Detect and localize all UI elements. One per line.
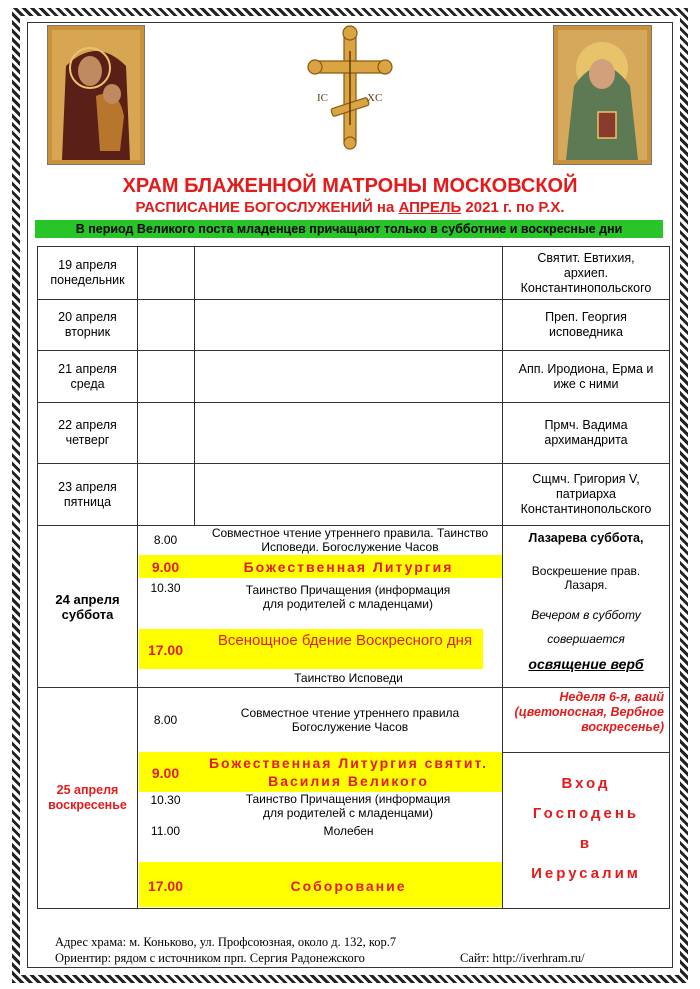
palm-blessing-note: освящение верб xyxy=(528,656,644,672)
time-cell xyxy=(137,246,195,300)
subtitle-suffix: 2021 г. по Р.Х. xyxy=(461,199,565,216)
day-label: среда xyxy=(70,376,105,391)
cross-icon xyxy=(307,25,393,150)
feast-line: Иерусалим xyxy=(531,865,641,882)
service-text: Совместное чтение утреннего правила Богослужение Часов xyxy=(240,706,460,734)
date-label: 20 апреля xyxy=(58,310,117,324)
date-cell xyxy=(37,402,138,464)
footer-address: Адрес храма: м. Коньково, ул. Профсоюзная, около д. 132, кор.7 xyxy=(55,935,397,949)
saint-cell xyxy=(502,463,670,526)
service-text: Всенощное бдение Воскресного дня xyxy=(217,632,473,649)
day-label: пятница xyxy=(63,494,112,509)
service-cell xyxy=(194,350,503,403)
service-text: Соборование xyxy=(290,878,407,894)
footer-landmark: Ориентир: рядом с источником прп. Сергия Радонежского xyxy=(55,951,365,965)
evening-note: Вечером в субботу xyxy=(531,608,641,622)
date-cell xyxy=(37,350,138,403)
saint-label: Сщмч. Григория V, патриарха Константинопольского xyxy=(520,472,652,516)
footer-site: Сайт: http://iverhram.ru/ xyxy=(460,951,585,965)
day-label: суббота xyxy=(61,606,114,622)
subtitle-month: АПРЕЛЬ xyxy=(398,199,462,216)
matrona-icon xyxy=(553,25,652,165)
saint-label: Прмч. Вадима архимандрита xyxy=(544,418,628,447)
service-time: 17.00 xyxy=(147,878,184,894)
service-time: 9.00 xyxy=(151,765,180,781)
day-label: воскресенье xyxy=(48,798,127,812)
week-note: Неделя 6-я, ваий (цветоносная, Вербное воскресенье) xyxy=(514,690,664,734)
saint-label: Апп. Иродиона, Ерма и иже с ними xyxy=(518,361,654,391)
saint-label: Святит. Евтихия, архиеп. Константинопольского xyxy=(520,250,652,295)
date-label: 22 апреля xyxy=(58,418,117,432)
service-text: Таинство Причащения (информация для родителей с младенцами) xyxy=(245,792,451,820)
cross-xc-label: XC xyxy=(367,92,383,104)
date-cell xyxy=(37,299,138,351)
service-time: 8.00 xyxy=(153,713,178,727)
date-cell xyxy=(37,246,138,300)
saint-cell xyxy=(502,350,670,403)
date-label: 21 апреля xyxy=(58,361,117,376)
date-cell xyxy=(37,463,138,526)
day-label: понедельник xyxy=(50,273,125,287)
date-label: 23 апреля xyxy=(58,479,117,494)
cross-ic-label: IC xyxy=(317,92,328,104)
saint-cell xyxy=(502,246,670,300)
service-time: 11.00 xyxy=(150,824,181,838)
saint-label: Преп. Георгия исповедника xyxy=(545,310,627,339)
service-text: Молебен xyxy=(323,824,374,838)
day-label: вторник xyxy=(64,325,111,339)
service-text: Божественная Литургия святит. Василия Великого xyxy=(208,755,489,789)
service-text: Совместное чтение утреннего правила. Таинство Исповеди. Богослужение Часов xyxy=(211,526,489,554)
feast-subtitle: Воскрешение прав. Лазаря. xyxy=(531,564,641,592)
church-title: ХРАМ БЛАЖЕННОЙ МАТРОНЫ МОСКОВСКОЙ xyxy=(122,175,578,197)
sunday-date-cell xyxy=(37,687,138,909)
service-text: Таинство Причащения (информация для родителей с младенцами) xyxy=(245,583,451,611)
feast-line: Господень xyxy=(532,805,640,822)
time-cell xyxy=(137,463,195,526)
feast-line: в xyxy=(579,835,593,852)
date-label: 24 апреля xyxy=(55,591,120,607)
service-time: 10.30 xyxy=(150,581,181,595)
subtitle-prefix: РАСПИСАНИЕ БОГОСЛУЖЕНИЙ на xyxy=(135,199,399,216)
service-text: Божественная Литургия xyxy=(243,559,454,575)
time-cell xyxy=(137,350,195,403)
service-time: 10.30 xyxy=(150,793,181,807)
time-cell xyxy=(137,402,195,464)
saturday-date-cell xyxy=(37,525,138,688)
date-label: 25 апреля xyxy=(56,783,119,797)
service-time: 8.00 xyxy=(153,533,178,547)
service-time: 9.00 xyxy=(151,559,180,575)
service-time: 17.00 xyxy=(147,642,184,658)
theotokos-icon xyxy=(47,25,145,165)
service-text: Таинство Исповеди xyxy=(294,671,403,685)
date-label: 19 апреля xyxy=(58,258,117,272)
evening-note: совершается xyxy=(547,632,625,646)
service-cell xyxy=(194,246,503,300)
saint-cell xyxy=(502,402,670,464)
service-cell xyxy=(194,299,503,351)
time-cell xyxy=(137,299,195,351)
lent-notice: В период Великого поста младенцев причащают только в субботние и воскресные дни xyxy=(35,220,663,238)
day-label: четверг xyxy=(65,433,110,447)
service-cell xyxy=(194,463,503,526)
schedule-subtitle xyxy=(0,199,700,216)
saint-cell xyxy=(502,299,670,351)
service-cell xyxy=(194,402,503,464)
feast-line: Вход xyxy=(561,775,611,792)
feast-title: Лазарева суббота, xyxy=(528,531,644,545)
